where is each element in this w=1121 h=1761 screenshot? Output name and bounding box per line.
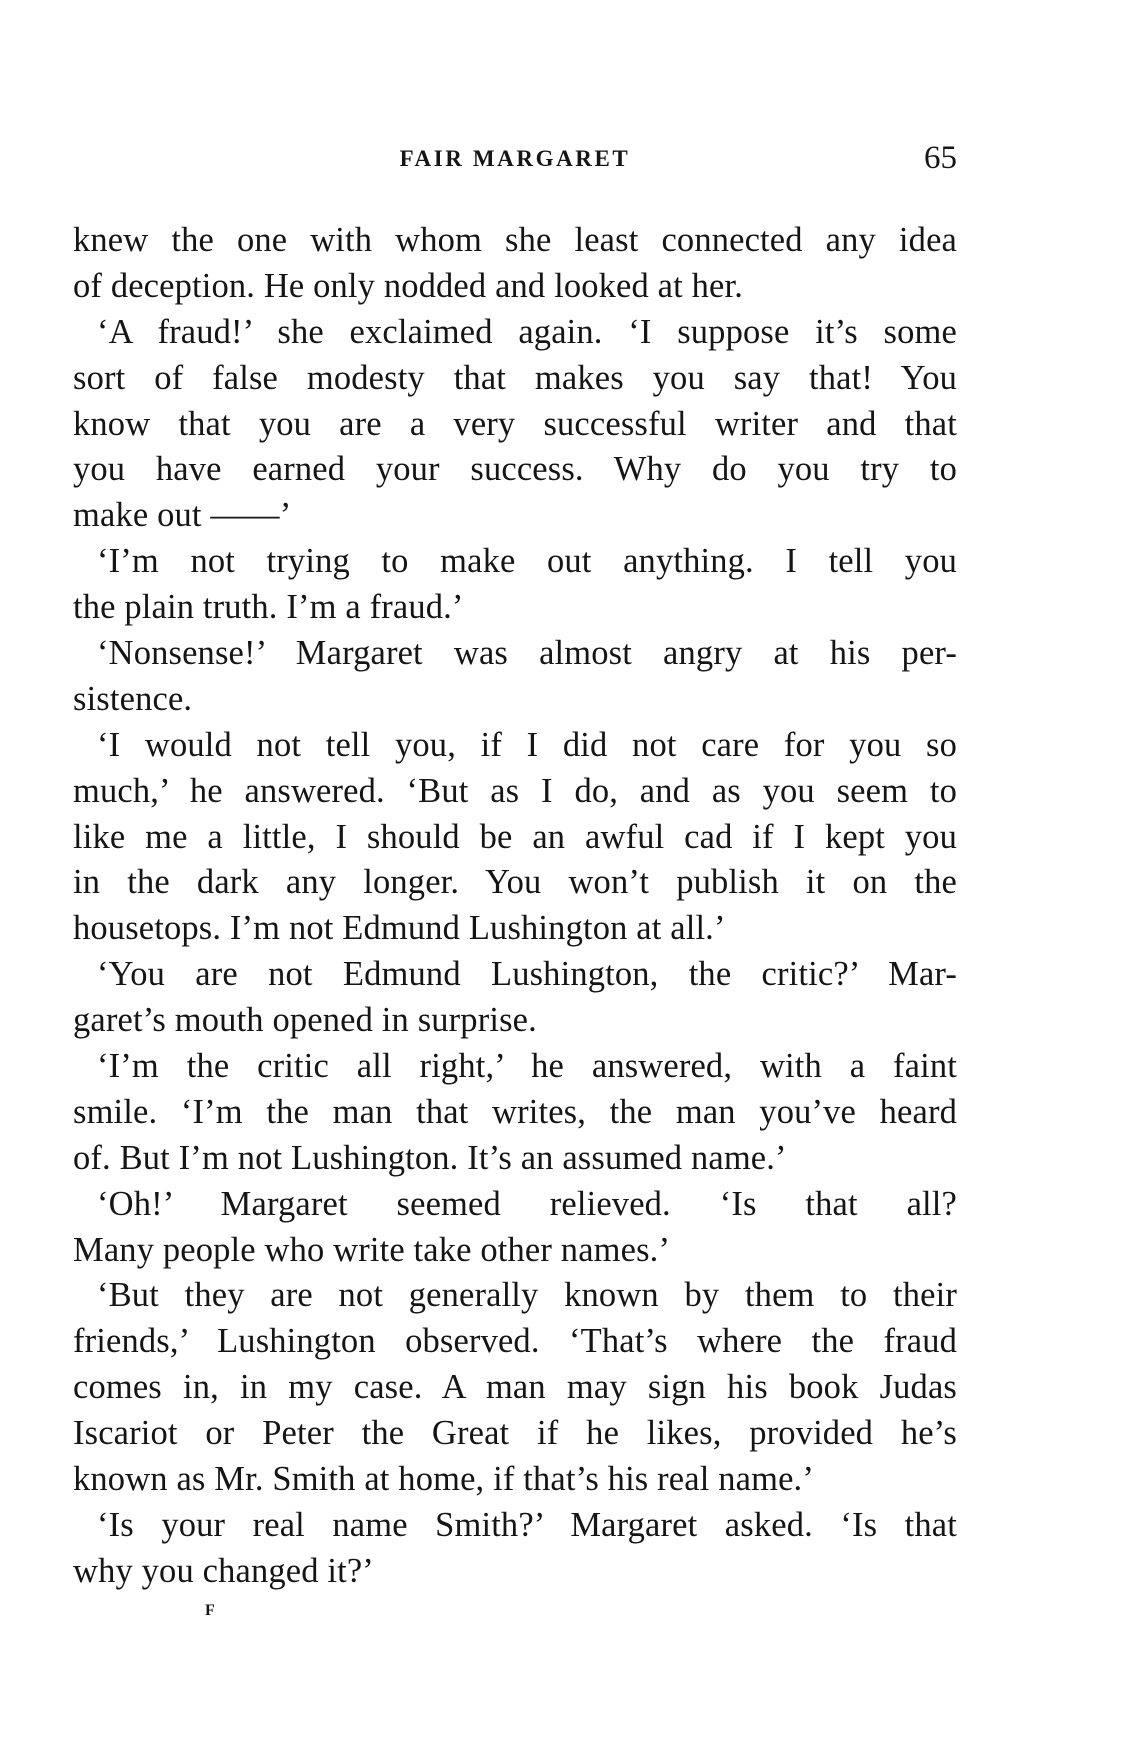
text-line: like me a little, I should be an awful cad if I kept you bbox=[73, 817, 957, 856]
text-line: ‘A fraud!’ she exclaimed again. ‘I suppose it’s some bbox=[97, 312, 957, 351]
running-head bbox=[73, 140, 957, 184]
text-line: make out ——’ bbox=[73, 496, 292, 535]
text-line: ‘Oh!’ Margaret seemed relieved. ‘Is that all? bbox=[97, 1184, 957, 1223]
text-line: sort of false modesty that makes you say that! You bbox=[73, 358, 957, 397]
body-text bbox=[73, 218, 957, 1595]
text-line: ‘Is your real name Smith?’ Margaret asked. ‘Is that bbox=[97, 1505, 957, 1544]
text-line: Iscariot or Peter the Great if he likes, provided he’s bbox=[73, 1414, 957, 1453]
signature-mark: F bbox=[205, 1602, 215, 1619]
text-line: much,’ he answered. ‘But as I do, and as you seem to bbox=[73, 771, 957, 810]
text-line: the plain truth. I’m a fraud.’ bbox=[73, 588, 464, 627]
running-title: FAIR MARGARET bbox=[399, 146, 631, 171]
text-line: you have earned your success. Why do you try to bbox=[73, 450, 957, 489]
text-line: ‘You are not Edmund Lushington, the critic?’ Mar- bbox=[97, 955, 957, 994]
text-line: ‘I would not tell you, if I did not care for you so bbox=[97, 725, 957, 764]
text-line: sistence. bbox=[73, 679, 193, 718]
text-line: of deception. He only nodded and looked at her. bbox=[73, 266, 744, 305]
text-line: comes in, in my case. A man may sign his book Judas bbox=[73, 1368, 957, 1407]
text-line: Many people who write take other names.’ bbox=[73, 1230, 671, 1269]
page-number: 65 bbox=[924, 140, 957, 176]
text-line: garet’s mouth opened in surprise. bbox=[73, 1001, 537, 1040]
text-line: ‘Nonsense!’ Margaret was almost angry at his per- bbox=[97, 634, 957, 673]
text-line: smile. ‘I’m the man that writes, the man you’ve heard bbox=[73, 1092, 957, 1131]
text-line: in the dark any longer. You won’t publish it on the bbox=[73, 863, 957, 902]
text-line: why you changed it?’ bbox=[73, 1551, 374, 1590]
text-line: of. But I’m not Lushington. It’s an assumed name.’ bbox=[73, 1138, 787, 1177]
text-line: ‘I’m the critic all right,’ he answered, with a faint bbox=[97, 1047, 957, 1086]
text-line: knew the one with whom she least connected any idea bbox=[73, 221, 957, 259]
text-line: housetops. I’m not Edmund Lushington at all.’ bbox=[73, 909, 726, 948]
text-line: known as Mr. Smith at home, if that’s his real name.’ bbox=[73, 1460, 814, 1499]
text-line: friends,’ Lushington observed. ‘That’s where the fraud bbox=[73, 1322, 957, 1361]
text-line: ‘I’m not trying to make out anything. I tell you bbox=[97, 542, 957, 581]
text-line: know that you are a very successful writer and that bbox=[73, 404, 957, 443]
text-line: ‘But they are not generally known by them to their bbox=[97, 1276, 957, 1315]
